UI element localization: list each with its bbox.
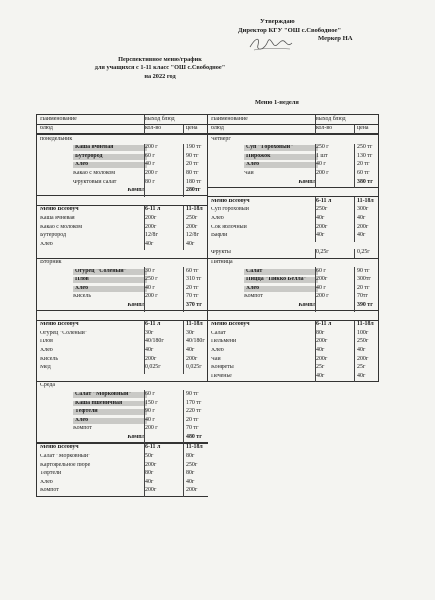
- day-row: [207, 134, 379, 144]
- vseobuch-item-row: [36, 346, 208, 355]
- dish-name: Какао с молоком: [73, 171, 115, 177]
- dish-price: 11-18л: [354, 321, 389, 331]
- dish-price: 40г: [183, 346, 218, 356]
- dish-price: 80г: [183, 470, 218, 480]
- dish-name: Салат "Морковный": [40, 454, 91, 460]
- approval-line-1: Утверждаю: [260, 18, 295, 25]
- dish-name: Картофельное пюре: [40, 462, 91, 468]
- dish-quantity: 6-11 л: [315, 197, 356, 207]
- header-name: Наименование: [211, 116, 248, 122]
- dish-price: 20 тг: [183, 284, 218, 294]
- signature-scribble: [246, 33, 294, 55]
- dish-name: Хлеб: [40, 347, 53, 353]
- dish-name: Фрукты: [211, 250, 231, 256]
- spacer-row: [36, 311, 208, 320]
- header-row-1: [207, 114, 379, 124]
- vseobuch-header-row: [36, 205, 208, 215]
- dish-quantity: 200 г: [144, 144, 185, 154]
- dish-quantity: 150 г: [144, 399, 185, 409]
- vseobuch-item-row: [207, 338, 379, 347]
- day-row: [36, 134, 208, 144]
- dish-name: Печенье: [211, 373, 232, 379]
- dish-name: Компл: [127, 188, 145, 194]
- dish-price: 200г: [183, 355, 218, 365]
- menu-item-row: [207, 161, 379, 170]
- dish-name: Меню Всеобуч: [40, 207, 79, 213]
- menu-item-row: [36, 152, 208, 161]
- menu-item-row: [36, 276, 208, 285]
- spacer-row: [36, 249, 208, 258]
- header-price: цена: [183, 125, 218, 135]
- menu-item-row: [36, 293, 208, 302]
- dish-name: Каша ячневая: [40, 216, 75, 222]
- dish-price: 40г: [354, 215, 389, 225]
- header-output: выход блюд: [315, 115, 380, 125]
- dish-quantity: 50г: [144, 453, 185, 463]
- complex-total-row: [207, 178, 379, 188]
- dish-price: 90 тг: [354, 267, 389, 277]
- dish-quantity: 6-11 л: [144, 444, 185, 454]
- vseobuch-item-row: [36, 215, 208, 224]
- dish-quantity: 200 г: [315, 293, 356, 303]
- dish-quantity: [315, 301, 356, 311]
- dish-quantity: 250 г: [144, 276, 185, 286]
- dish-price: 130 тг: [354, 152, 389, 162]
- menu-week-title: Меню 1-неделя: [255, 99, 299, 106]
- menu-item-row: [36, 284, 208, 293]
- dish-price: 480 тг: [183, 433, 218, 443]
- header-price: цена: [354, 125, 389, 135]
- spacer-row: [207, 311, 379, 320]
- vseobuch-header-row: [36, 320, 208, 330]
- spacer-row: [36, 372, 208, 381]
- dish-name: Компот: [73, 426, 92, 432]
- dish-quantity: 6-11 л: [144, 321, 185, 331]
- vseobuch-item-row: [36, 364, 208, 373]
- dish-price: 20 тг: [354, 161, 389, 171]
- menu-item-row: [207, 144, 379, 153]
- menu-item-row: [207, 170, 379, 179]
- dish-quantity: 200г: [315, 223, 356, 233]
- dish-name: Чай: [244, 171, 254, 177]
- vseobuch-header-row: [207, 320, 379, 330]
- dish-price: 300тг: [354, 276, 389, 286]
- dish-price: 40г: [354, 232, 389, 242]
- dish-price: 220 тг: [183, 408, 218, 418]
- day-row: [207, 258, 379, 268]
- dish-name: Компл: [298, 302, 316, 308]
- dish-price: 250г: [354, 338, 389, 348]
- dish-price: 70 тг: [183, 293, 218, 303]
- menu-item-row: [36, 144, 208, 153]
- dish-name: Хлеб: [244, 286, 318, 292]
- dish-price: 250г: [183, 461, 218, 471]
- dish-quantity: 40г: [144, 478, 185, 488]
- dish-name: Каша пшеничная: [73, 401, 147, 407]
- dish-quantity: [144, 433, 185, 443]
- dish-name: Кисель: [73, 294, 92, 300]
- dish-name: Салат: [211, 330, 226, 336]
- spacer-row: [36, 196, 208, 205]
- dish-price: 200г: [183, 487, 218, 497]
- menu-item-row: [207, 152, 379, 161]
- dish-quantity: 200г: [144, 215, 185, 225]
- dish-quantity: [144, 187, 185, 197]
- day-row: [36, 381, 208, 391]
- dish-quantity: 25г: [315, 364, 356, 374]
- vseobuch-header-row: [36, 443, 208, 453]
- header-name: Наименование: [40, 116, 77, 122]
- dish-price: 11-18л: [183, 206, 218, 216]
- dish-quantity: 30 г: [144, 267, 185, 277]
- dish-name: Компл: [127, 434, 145, 440]
- dish-name: Огурец "Соленый": [40, 330, 88, 336]
- dish-quantity: 6-11 л: [144, 206, 185, 216]
- dish-name: Пельмени: [211, 339, 237, 345]
- dish-quantity: 200г: [144, 223, 185, 233]
- heading-line-3: на 2022 год: [144, 72, 176, 80]
- dish-price: 200г: [183, 223, 218, 233]
- dish-price: 20 тг: [183, 416, 218, 426]
- dish-quantity: 200 г: [144, 170, 185, 180]
- dish-name: Кисель: [40, 356, 59, 362]
- vseobuch-item-row: [207, 329, 379, 338]
- dish-quantity: 200г: [315, 338, 356, 348]
- dish-quantity: 0,25г: [315, 249, 356, 259]
- dish-price: 20 тг: [183, 161, 218, 171]
- dish-price: 80 тг: [183, 170, 218, 180]
- vseobuch-item-row: [36, 461, 208, 470]
- dish-price: 100г: [354, 329, 389, 339]
- dish-name: Тефтели: [73, 409, 147, 415]
- dish-quantity: 40г: [144, 346, 185, 356]
- dish-price: 190 тг: [183, 144, 218, 154]
- vseobuch-item-row: [36, 338, 208, 347]
- dish-name: Меню Всеобуч: [40, 445, 79, 451]
- dish-price: 300г: [354, 206, 389, 216]
- vseobuch-item-row: [36, 453, 208, 462]
- vseobuch-item-row: [36, 329, 208, 338]
- menu-item-row: [207, 284, 379, 293]
- dish-name: Компл: [298, 179, 316, 185]
- menu-item-row: [207, 267, 379, 276]
- dish-name: Плов: [40, 339, 53, 345]
- heading-line-1: Перспективное меню/график: [118, 56, 202, 63]
- dish-name: Мед: [40, 365, 51, 371]
- dish-name: Хлеб: [73, 418, 147, 424]
- dish-quantity: 90 г: [144, 408, 185, 418]
- dish-price: 250г: [183, 215, 218, 225]
- vseobuch-item-row: [207, 355, 379, 364]
- dish-name: Меню Всеобуч: [211, 322, 250, 328]
- dish-price: 40г: [354, 346, 389, 356]
- dish-quantity: 30г: [144, 329, 185, 339]
- dish-name: Вафли: [211, 233, 228, 239]
- dish-quantity: 12/8г: [144, 232, 185, 242]
- dish-name: Компот: [244, 294, 263, 300]
- dish-price: 30г: [183, 329, 218, 339]
- dish-name: Хлеб: [244, 162, 318, 168]
- dish-price: 250 тг: [354, 144, 389, 154]
- dish-name: Фруктовый салат: [73, 179, 117, 185]
- vseobuch-item-row: [207, 249, 379, 258]
- menu-item-row: [207, 293, 379, 302]
- header-row-2: [207, 124, 379, 135]
- dish-name: Пирожок: [244, 154, 318, 160]
- dish-quantity: 200 г: [315, 170, 356, 180]
- dish-name: Чай: [211, 356, 221, 362]
- dish-price: 60 тг: [354, 170, 389, 180]
- menu-item-row: [36, 408, 208, 417]
- dish-price: 70тг: [354, 293, 389, 303]
- header-dish: блюд: [40, 126, 53, 132]
- dish-quantity: 40 г: [144, 161, 185, 171]
- dish-name: Хлеб: [211, 347, 224, 353]
- dish-name: Меню Всеобуч: [211, 198, 250, 204]
- complex-total-row: [207, 301, 379, 311]
- vseobuch-item-row: [207, 223, 379, 232]
- dish-price: 11-18л: [183, 444, 218, 454]
- dish-price: 90 тг: [183, 152, 218, 162]
- dish-price: 11-18л: [183, 321, 218, 331]
- dish-quantity: 200г: [315, 355, 356, 365]
- dish-quantity: 6-11 л: [315, 321, 356, 331]
- dish-name: Меню Всеобуч: [40, 322, 79, 328]
- dish-name: Компот: [40, 488, 59, 494]
- dish-name: Сок яблочный: [211, 224, 247, 230]
- spacer-row: [207, 188, 379, 197]
- dish-quantity: 60 г: [315, 267, 356, 277]
- vseobuch-item-row: [36, 355, 208, 364]
- dish-price: 180 тг: [183, 178, 218, 188]
- vseobuch-item-row: [36, 223, 208, 232]
- dish-price: 25г: [354, 364, 389, 374]
- vseobuch-header-row: [207, 196, 379, 206]
- dish-price: 80г: [183, 453, 218, 463]
- dish-quantity: 80г: [144, 470, 185, 480]
- day-name: понедельник: [40, 136, 73, 142]
- heading-line-2: для учащихся с 1-11 класс "ОШ с.Свободное": [94, 64, 226, 72]
- dish-price: 20 тг: [354, 284, 389, 294]
- dish-quantity: 250г: [315, 206, 356, 216]
- vseobuch-item-row: [207, 232, 379, 241]
- vseobuch-item-row: [207, 364, 379, 373]
- dish-name: Бутерброд: [73, 154, 147, 160]
- header-output: выход блюд: [144, 115, 215, 125]
- dish-quantity: 40г: [315, 215, 356, 225]
- complex-total-row: [36, 301, 208, 311]
- vseobuch-item-row: [207, 372, 379, 382]
- dish-price: 380 тг: [354, 178, 389, 188]
- dish-quantity: 40г: [315, 232, 356, 242]
- menu-item-row: [36, 161, 208, 170]
- dish-name: Суп гороховый: [211, 207, 249, 213]
- dish-quantity: 250 г: [315, 144, 356, 154]
- dish-name: Хлеб: [40, 241, 53, 247]
- dish-price: 40г: [183, 240, 218, 250]
- approval-line-3: Меркер НА: [318, 35, 353, 43]
- menu-table-left: [36, 114, 208, 497]
- dish-price: 0,25г: [354, 249, 389, 259]
- dish-name: Тефтели: [40, 471, 62, 477]
- dish-name: Какао с молоком: [40, 224, 82, 230]
- dish-name: Суп "Гороховый": [244, 145, 318, 151]
- day-name: Среда: [40, 383, 56, 389]
- dish-quantity: 40г: [315, 372, 356, 382]
- dish-name: Бутерброд: [40, 233, 67, 239]
- dish-quantity: 40 г: [315, 161, 356, 171]
- document-heading: [60, 56, 260, 81]
- dish-quantity: 40г: [315, 346, 356, 356]
- dish-quantity: 200г: [144, 487, 185, 497]
- dish-name: Хлеб: [40, 479, 53, 485]
- day-name: Пятница: [211, 260, 233, 265]
- vseobuch-item-row: [36, 478, 208, 487]
- complex-total-row: [36, 433, 208, 443]
- menu-item-row: [36, 416, 208, 425]
- dish-name: Плов: [73, 277, 147, 283]
- dish-price: 170 тг: [183, 399, 218, 409]
- dish-quantity: 80г: [315, 329, 356, 339]
- menu-table-right: [207, 114, 379, 382]
- day-name: Вторник: [40, 260, 62, 265]
- vseobuch-item-row: [36, 240, 208, 249]
- dish-name: Каша ячневая: [73, 145, 147, 151]
- dish-name: Хлеб: [211, 216, 224, 222]
- dish-quantity: [315, 178, 356, 188]
- dish-price: 40г: [354, 372, 389, 382]
- dish-price: 40г: [183, 478, 218, 488]
- dish-quantity: 80 г: [144, 178, 185, 188]
- day-name: Четверг: [211, 136, 231, 142]
- dish-name: Хлеб: [73, 286, 147, 292]
- dish-name: Конфеты: [211, 365, 234, 371]
- dish-name: Огурец "Соленый": [73, 269, 147, 275]
- dish-quantity: 60 г: [144, 152, 185, 162]
- dish-price: 70 тг: [183, 425, 218, 435]
- dish-quantity: 40 г: [144, 284, 185, 294]
- dish-price: 12/8г: [183, 232, 218, 242]
- menu-item-row: [36, 390, 208, 399]
- dish-quantity: 200г: [144, 461, 185, 471]
- vseobuch-item-row: [36, 232, 208, 241]
- spacer-row: [207, 240, 379, 249]
- dish-quantity: 40 г: [315, 284, 356, 294]
- dish-quantity: 200г: [144, 355, 185, 365]
- vseobuch-item-row: [207, 206, 379, 215]
- vseobuch-item-row: [207, 346, 379, 355]
- dish-quantity: 40г: [144, 240, 185, 250]
- dish-name: Хлеб: [73, 162, 147, 168]
- dish-price: 0,025г: [183, 364, 218, 374]
- dish-name: Салат "Морковный": [73, 392, 147, 398]
- dish-price: 40/180г: [183, 338, 218, 348]
- dish-price: 390 тг: [354, 301, 389, 311]
- vseobuch-item-row: [36, 470, 208, 479]
- dish-price: 200г: [354, 223, 389, 233]
- dish-quantity: 1 шт: [315, 152, 356, 162]
- dish-price: 11-18л: [354, 197, 389, 207]
- menu-item-row: [36, 399, 208, 408]
- dish-quantity: 200 г: [144, 293, 185, 303]
- day-row: [36, 258, 208, 268]
- dish-name: Салат: [244, 269, 318, 275]
- dish-quantity: 60 г: [144, 390, 185, 400]
- dish-quantity: 0,025г: [144, 364, 185, 374]
- menu-item-row: [36, 425, 208, 434]
- menu-item-row: [207, 276, 379, 285]
- dish-price: 90 тг: [183, 390, 218, 400]
- menu-item-row: [36, 178, 208, 187]
- dish-price: 280тг: [183, 187, 218, 197]
- dish-quantity: [144, 301, 185, 311]
- dish-quantity: 200г: [315, 276, 356, 286]
- approval-line-2: Директор КГУ "ОШ с.Свободное": [238, 26, 342, 34]
- dish-price: 200г: [354, 355, 389, 365]
- menu-item-row: [36, 170, 208, 179]
- dish-price: 60 тг: [183, 267, 218, 277]
- dish-quantity: 40/180г: [144, 338, 185, 348]
- dish-name: Пицца "Пикко Белла": [244, 277, 318, 283]
- dish-price: 370 тг: [183, 301, 218, 311]
- dish-name: Компл: [127, 302, 145, 308]
- dish-quantity: 40 г: [144, 416, 185, 426]
- complex-total-row: [36, 187, 208, 197]
- dish-price: 310 тг: [183, 276, 218, 286]
- header-dish: блюд: [211, 126, 224, 132]
- header-qty: кол-во: [315, 125, 356, 135]
- dish-quantity: 200 г: [144, 425, 185, 435]
- menu-item-row: [36, 267, 208, 276]
- header-row-1: [36, 114, 208, 124]
- vseobuch-item-row: [207, 215, 379, 224]
- header-qty: кол-во: [144, 125, 185, 135]
- vseobuch-item-row: [36, 487, 208, 497]
- header-row-2: [36, 124, 208, 135]
